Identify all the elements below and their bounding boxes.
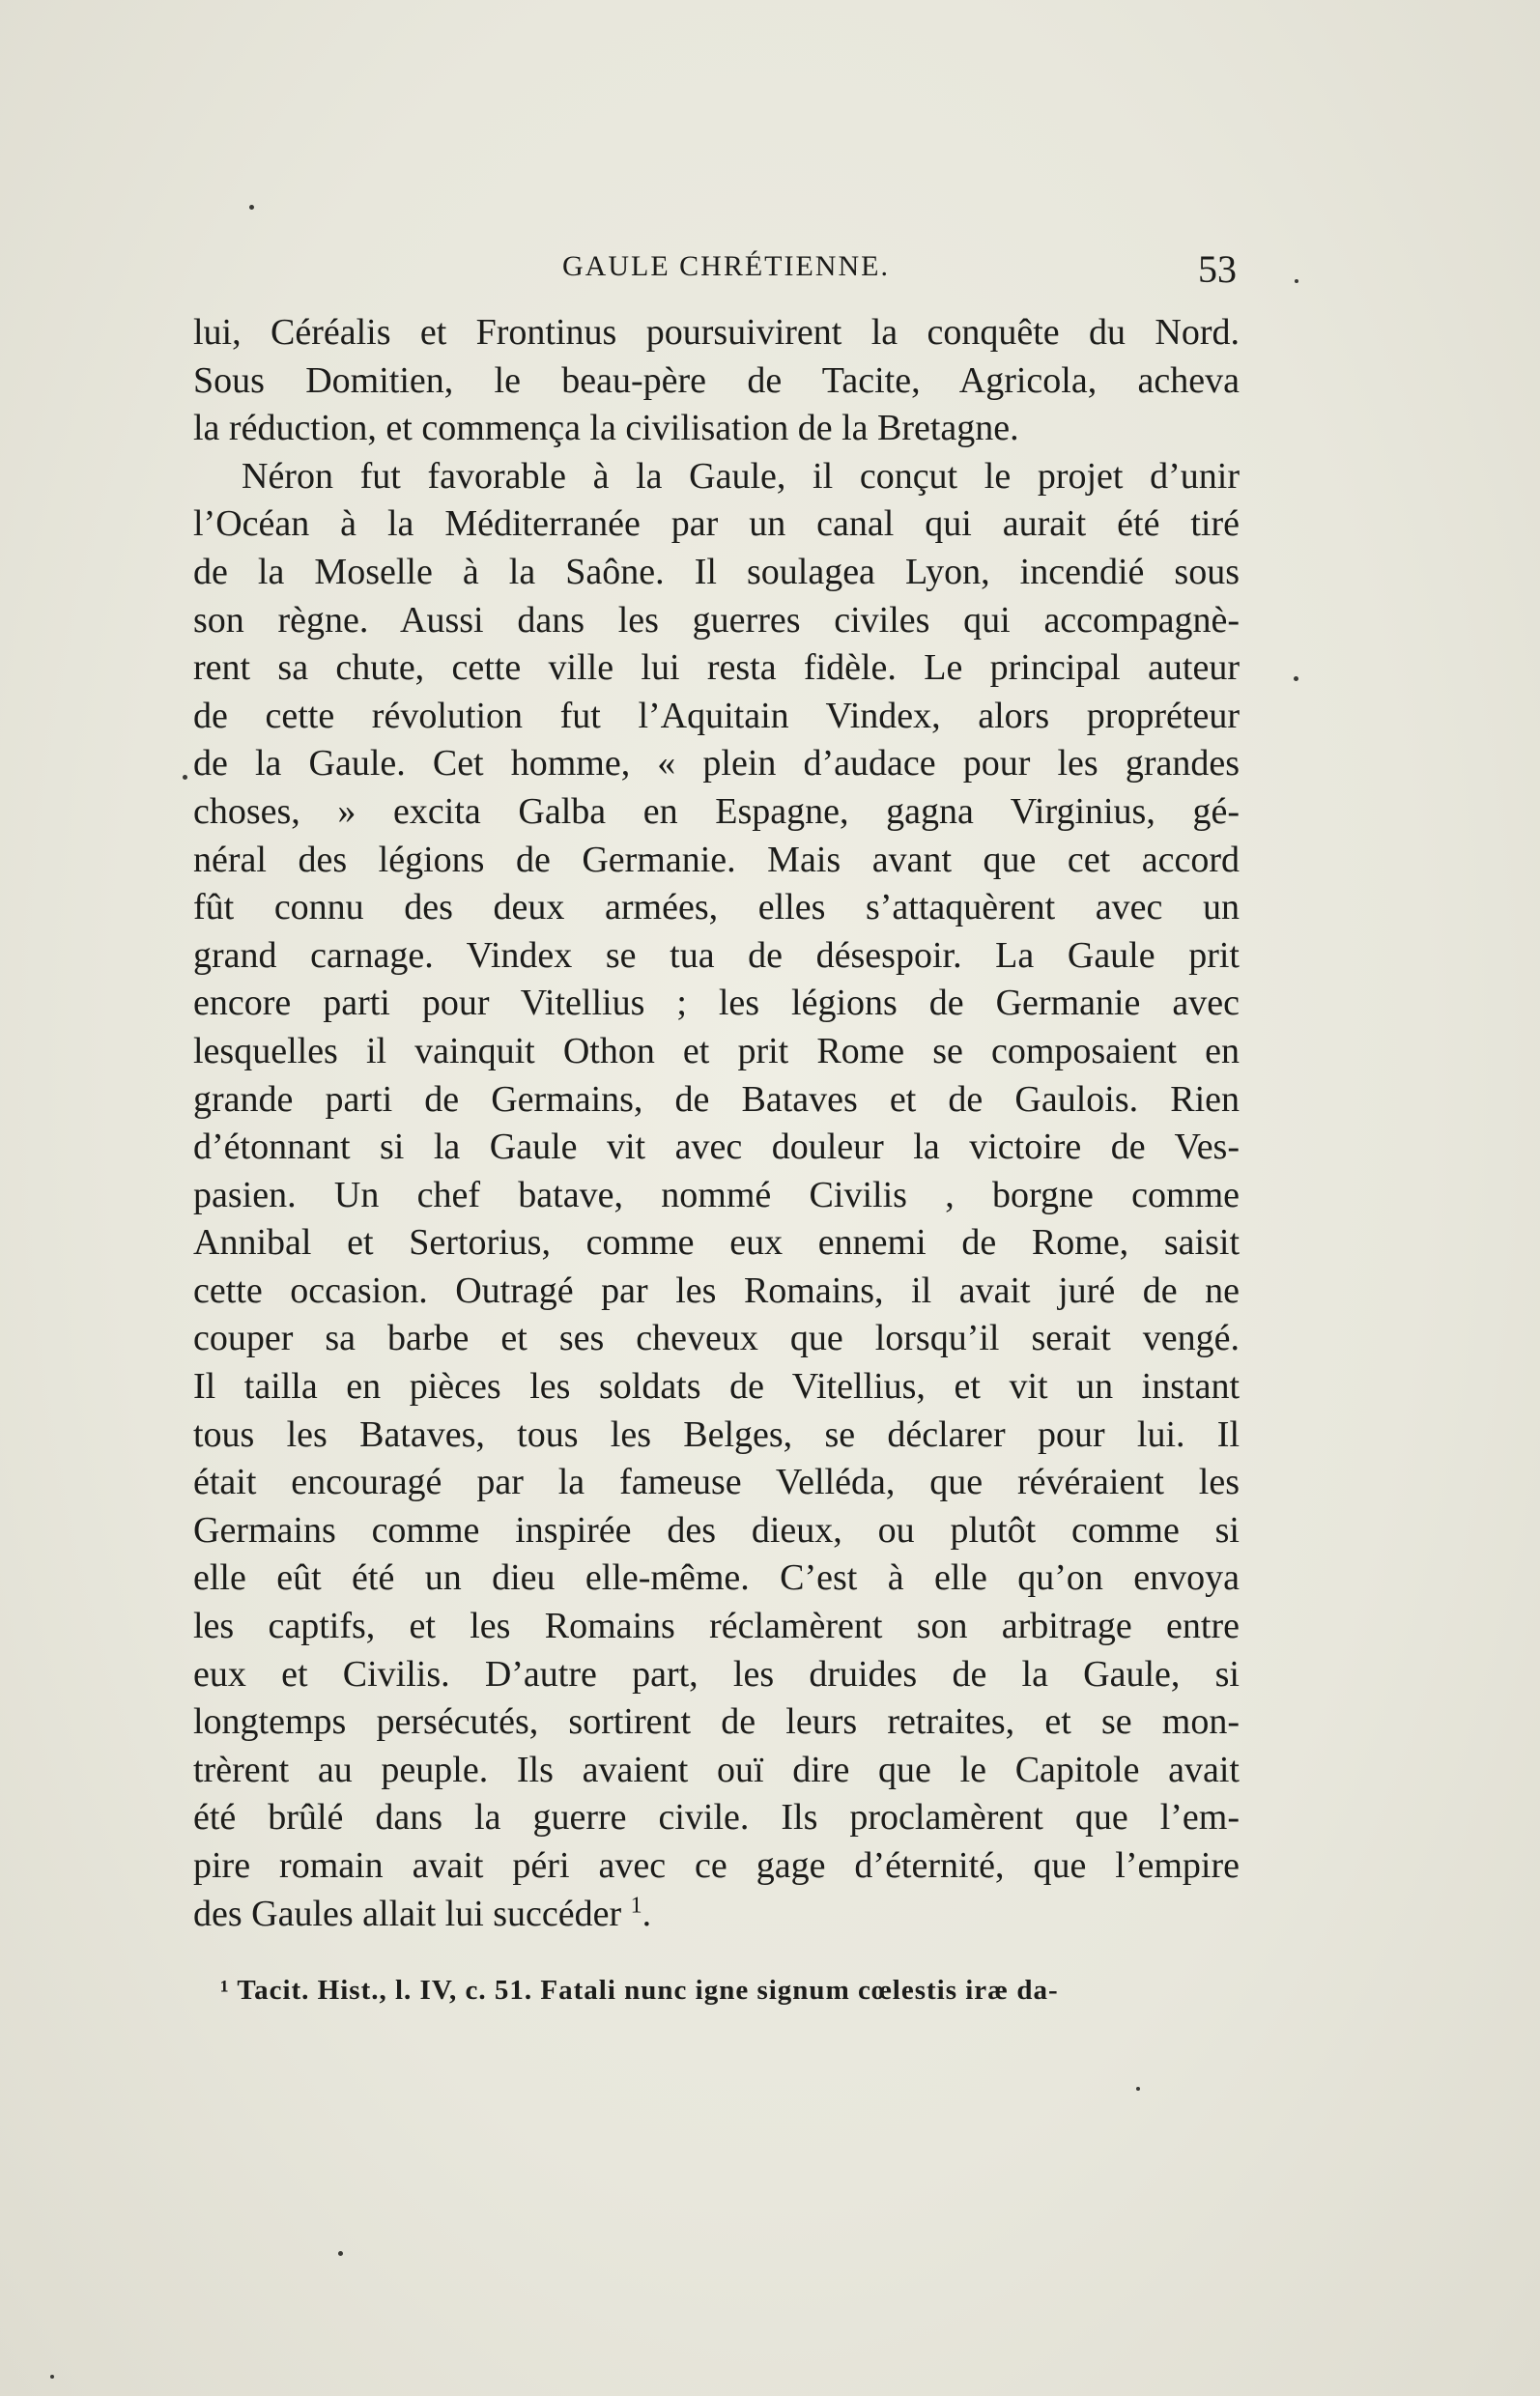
text-line: trèrent au peuple. Ils avaient ouï dire que le Capitole avait [193, 1749, 1240, 1790]
text-line: Germains comme inspirée des dieux, ou plutôt comme si [193, 1509, 1240, 1551]
scan-speck [338, 2251, 343, 2256]
text-line: couper sa barbe et ses cheveux que lorsqu’il serait vengé. [193, 1318, 1240, 1359]
text-line: de cette révolution fut l’Aquitain Vindex, alors propréteur [193, 695, 1240, 736]
text-line: Néron fut favorable à la Gaule, il conçut le projet d’unir [242, 455, 1240, 497]
text-line: la réduction, et commença la civilisation de la Bretagne. [193, 408, 1019, 449]
page-number: 53 [1198, 247, 1237, 291]
text-line: encore parti pour Vitellius ; les légions de Germanie avec [193, 983, 1240, 1024]
text-line: les captifs, et les Romains réclamèrent son arbitrage entre [193, 1606, 1240, 1647]
text-line: elle eût été un dieu elle-même. C’est à elle qu’on envoya [193, 1557, 1240, 1599]
text-line: Sous Domitien, le beau-père de Tacite, Agricola, acheva [193, 359, 1240, 401]
text-line: Annibal et Sertorius, comme eux ennemi de Rome, saisit [193, 1222, 1240, 1264]
scan-speck [1136, 2087, 1140, 2091]
body-text [193, 309, 1240, 1938]
text-line: de la Gaule. Cet homme, « plein d’audace pour les grandes [193, 743, 1240, 784]
text-line: néral des légions de Germanie. Mais avant que cet accord [193, 839, 1240, 880]
text-line: grand carnage. Vindex se tua de désespoir. La Gaule prit [193, 934, 1240, 976]
text-line: eux et Civilis. D’autre part, les druides de la Gaule, si [193, 1653, 1240, 1695]
text-line: pire romain avait péri avec ce gage d’éternité, que l’empire [193, 1845, 1240, 1886]
text-line: l’Océan à la Méditerranée par un canal qui aurait été tiré [193, 503, 1240, 545]
scan-speck [183, 775, 187, 780]
scan-speck [50, 2375, 54, 2379]
scan-speck [1294, 676, 1298, 681]
text-line: été brûlé dans la guerre civile. Ils proclamèrent que l’em- [193, 1797, 1240, 1839]
text-line: grande parti de Germains, de Bataves et de Gaulois. Rien [193, 1078, 1240, 1120]
running-head [193, 246, 1256, 289]
text-line: pasien. Un chef batave, nommé Civilis , borgne comme [193, 1174, 1240, 1215]
text-line: lesquelles il vainquit Othon et prit Rome se composaient en [193, 1030, 1240, 1071]
text-line: tous les Bataves, tous les Belges, se déclarer pour lui. Il [193, 1413, 1240, 1455]
text-line: d’étonnant si la Gaule vit avec douleur la victoire de Ves- [193, 1127, 1240, 1168]
footnote-reference: 1 [630, 1892, 642, 1918]
text-line: lui, Céréalis et Frontinus poursuivirent la conquête du Nord. [193, 312, 1240, 353]
scan-speck [1295, 279, 1298, 283]
text-line: de la Moselle à la Saône. Il soulagea Lyon, incendié sous [193, 551, 1240, 592]
text-line: était encouragé par la fameuse Velléda, que révéraient les [193, 1462, 1240, 1503]
text-line: fût connu des deux armées, elles s’attaquèrent avec un [193, 887, 1240, 928]
final-line-text: des Gaules allait lui succéder [193, 1893, 622, 1934]
text-line: cette occasion. Outragé par les Romains, il avait juré de ne [193, 1269, 1240, 1311]
footnote: ¹ Tacit. Hist., l. IV, c. 51. Fatali nunc igne signum cœlestis iræ da- [220, 1975, 1059, 2006]
text-line: choses, » excita Galba en Espagne, gagna Virginius, gé- [193, 790, 1240, 832]
text-line: Il tailla en pièces les soldats de Vitellius, et vit un instant [193, 1366, 1240, 1408]
text-line: rent sa chute, cette ville lui resta fidèle. Le principal auteur [193, 647, 1240, 689]
text-line: longtemps persécutés, sortirent de leurs retraites, et se mon- [193, 1701, 1240, 1743]
running-title: GAULE CHRÉTIENNE. [562, 250, 890, 282]
text-line: son règne. Aussi dans les guerres civiles qui accompagnè- [193, 599, 1240, 641]
scan-speck [249, 205, 254, 210]
text-line-final: des Gaules allait lui succéder $^1$. [193, 1892, 652, 1934]
